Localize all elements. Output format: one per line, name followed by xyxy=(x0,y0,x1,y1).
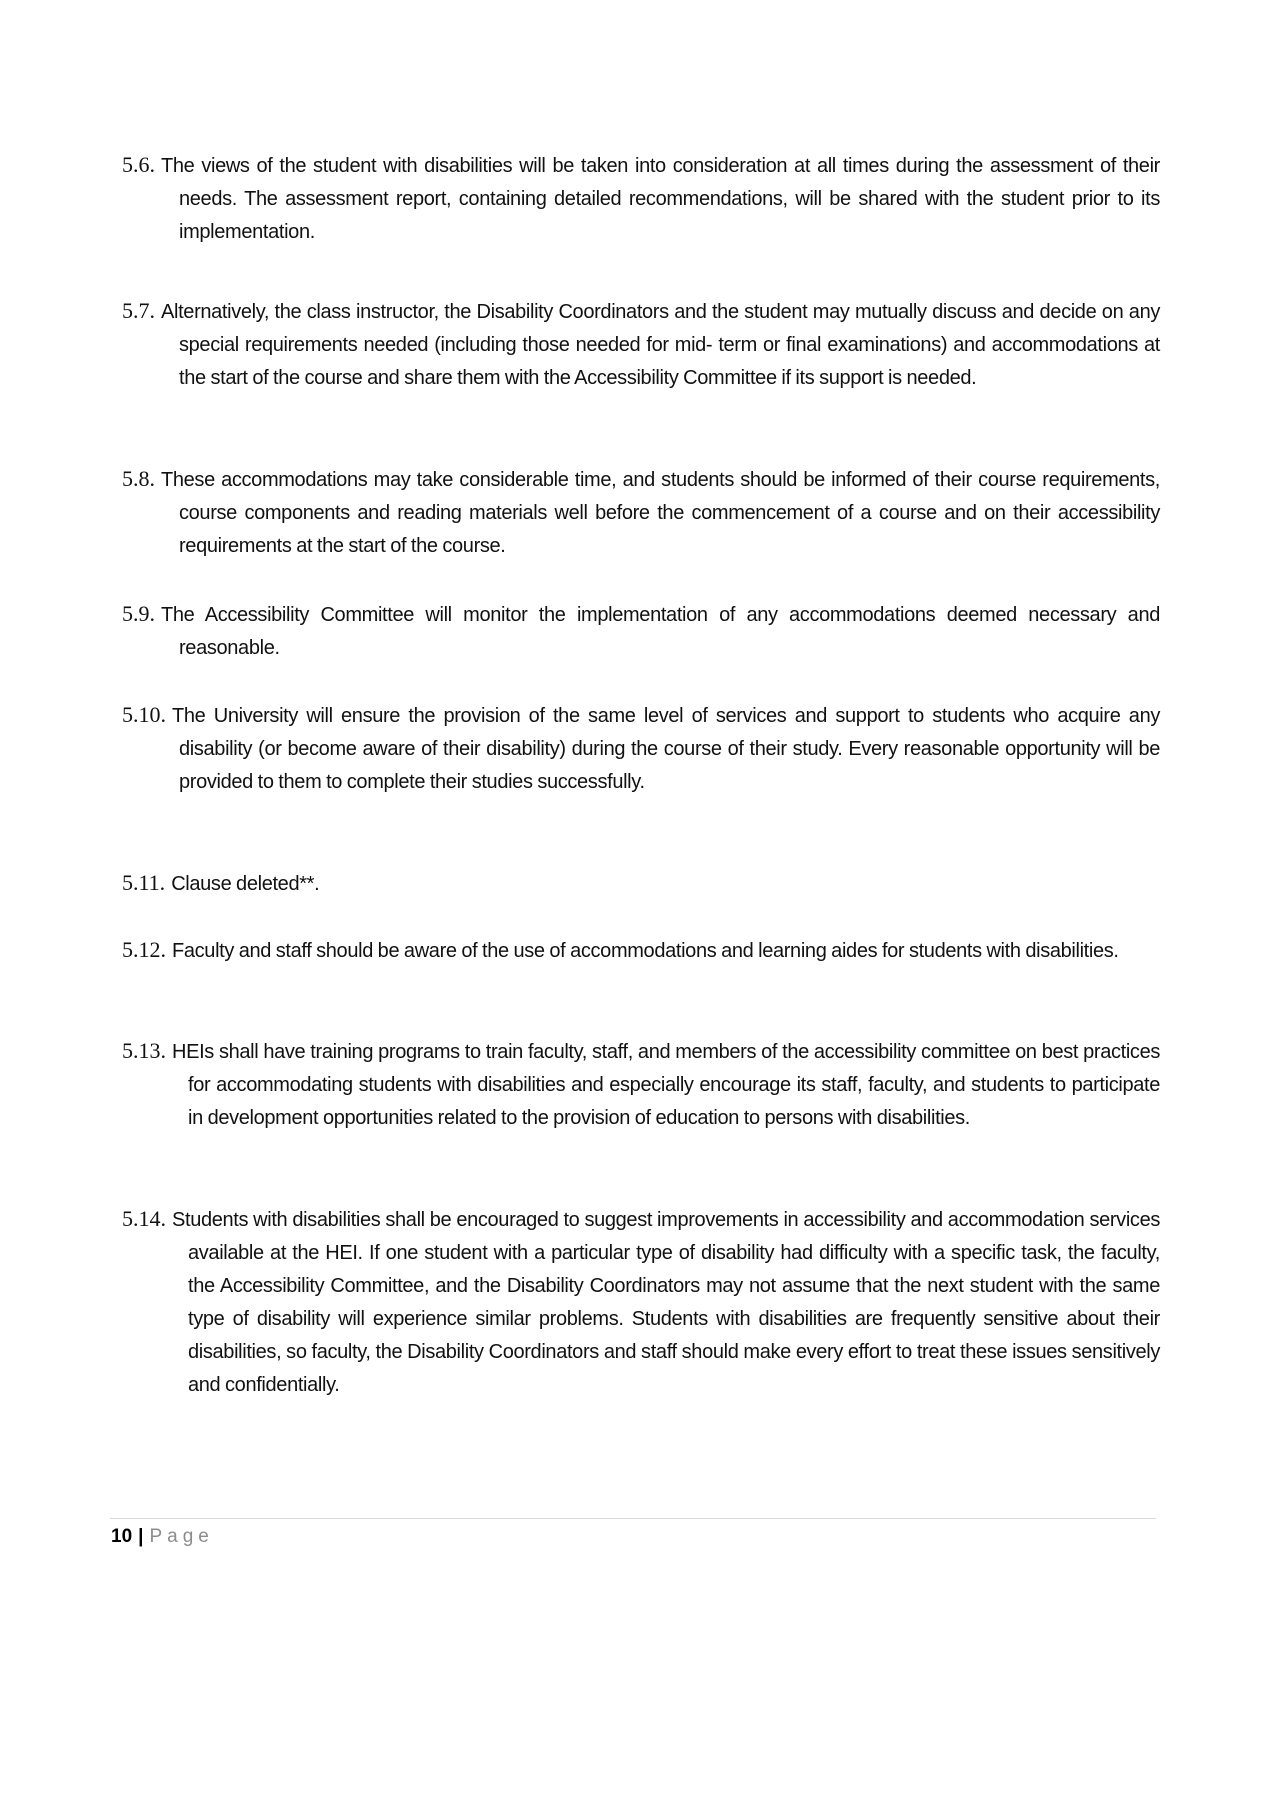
clause-number: 5.13. xyxy=(122,1038,166,1063)
footer-divider xyxy=(110,1518,1156,1519)
page-label: Page xyxy=(149,1526,214,1547)
clause-5-10 xyxy=(122,698,1160,799)
page-footer xyxy=(111,1524,214,1550)
clause-text: Clause deleted**. xyxy=(171,873,320,895)
clause-5-7 xyxy=(122,294,1160,395)
clause-number: 5.10. xyxy=(122,702,166,727)
clause-number: 5.11. xyxy=(122,870,166,895)
clause-5-6 xyxy=(122,148,1160,249)
clause-5-9 xyxy=(122,597,1160,665)
clause-5-8 xyxy=(122,462,1160,563)
clause-text: Faculty and staff should be aware of the use of accommodations and learning aides for students with disabilities. xyxy=(172,940,1119,962)
clause-text: These accommodations may take considerable time, and students should be informed of their course requirements, course components and reading materials well before the commencement of a course and on their accessibility requirements at the start of the course. xyxy=(161,469,1160,557)
clause-text: Alternatively, the class instructor, the Disability Coordinators and the student may mutually discuss and decide on any special requirements needed (including those needed for mid- term or final examinations) and accommodations at the start of the course and share them with the Accessibility Committee if its support is needed. xyxy=(161,301,1160,389)
clause-5-11 xyxy=(122,866,1160,901)
clause-number: 5.6. xyxy=(122,152,155,177)
clause-text: The University will ensure the provision of the same level of services and support to students who acquire any disability (or become aware of their disability) during the course of their study. Every reasonable opportunity will be provided to them to complete their studies successfully. xyxy=(172,705,1160,793)
clause-5-13 xyxy=(122,1034,1160,1135)
clause-text: The views of the student with disabilities will be taken into consideration at all times during the assessment of their needs. The assessment report, containing detailed recommendations, will be shared with the student prior to its implementation. xyxy=(161,155,1160,243)
page-number: 10 xyxy=(111,1526,133,1547)
clause-number: 5.14. xyxy=(122,1206,166,1231)
clause-text: The Accessibility Committee will monitor the implementation of any accommodations deemed necessary and reasonable. xyxy=(161,604,1160,659)
clause-text: Students with disabilities shall be encouraged to suggest improvements in accessibility and accommodation services available at the HEI. If one student with a particular type of disability had difficulty with a specific task, the faculty, the Accessibility Committee, and the Disability Coordinators may not assume that the next student with the same type of disability will experience similar problems. Students with disabilities are frequently sensitive about their disabilities, so faculty, the Disability Coordinators and staff should make every effort to treat these issues sensitively and confidentially. xyxy=(172,1209,1160,1396)
clause-text: HEIs shall have training programs to train faculty, staff, and members of the accessibility committee on best practices for accommodating students with disabilities and especially encourage its staff, faculty, and students to participate in development opportunities related to the provision of education to persons with disabilities. xyxy=(172,1041,1160,1129)
footer-separator: | xyxy=(138,1526,144,1547)
clause-number: 5.7. xyxy=(122,298,155,323)
clause-5-12 xyxy=(122,933,1160,968)
clause-5-14 xyxy=(122,1202,1160,1402)
clause-number: 5.12. xyxy=(122,937,166,962)
clause-number: 5.9. xyxy=(122,601,155,626)
clause-number: 5.8. xyxy=(122,466,155,491)
